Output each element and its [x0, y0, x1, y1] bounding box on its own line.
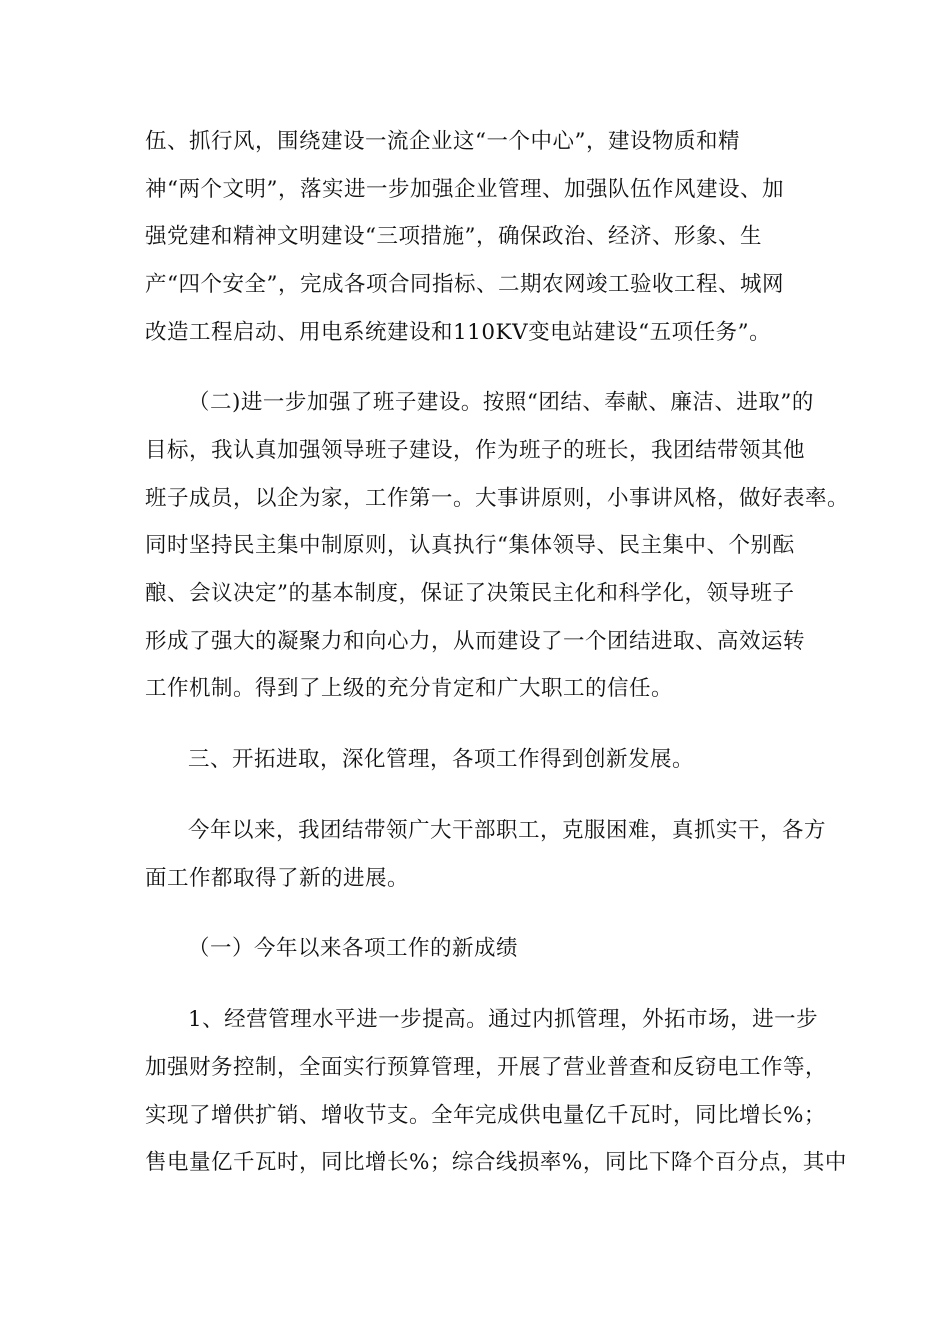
paragraph-6-line-1: 1、经营管理水平进一步提高。通过内抓管理，外拓市场，进一步: [188, 1007, 819, 1032]
paragraph-6-line-2: 加强财务控制，全面实行预算管理，开展了营业普查和反窃电工作等，: [145, 1055, 828, 1080]
paragraph-4-line-2: 面工作都取得了新的进展。: [145, 866, 410, 891]
paragraph-2-line-2: 目标，我认真加强领导班子建设，作为班子的班长，我团结带领其他: [145, 438, 806, 463]
paragraph-2-line-1: （二)进一步加强了班子建设。按照“团结、奉献、廉洁、进取”的: [188, 390, 814, 415]
paragraph-4-line-1: 今年以来，我团结带领广大干部职工，克服困难，真抓实干，各方: [188, 818, 827, 843]
paragraph-1-line-3: 强党建和精神文明建设“三项措施”，确保政治、经济、形象、生: [145, 224, 762, 249]
paragraph-2-line-3: 班子成员，以企为家，工作第一。大事讲原则，小事讲风格，做好表率。: [145, 486, 850, 511]
paragraph-6-line-3: 实现了增供扩销、增收节支。全年完成供电量亿千瓦时，同比增长%；: [145, 1103, 826, 1128]
paragraph-2-line-7: 工作机制。得到了上级的充分肯定和广大职工的信任。: [145, 676, 674, 701]
paragraph-1-line-4: 产“四个安全”，完成各项合同指标、二期农网竣工验收工程、城网: [145, 272, 784, 297]
paragraph-6-line-4: 售电量亿千瓦时，同比增长%；综合线损率%，同比下降个百分点，其中: [145, 1150, 847, 1175]
paragraph-2-line-6: 形成了强大的凝聚力和向心力，从而建设了一个团结进取、高效运转: [145, 629, 806, 654]
section-heading-3: 三、开拓进取，深化管理，各项工作得到创新发展。: [188, 747, 695, 772]
paragraph-2-line-5: 酿、会议决定”的基本制度，保证了决策民主化和科学化，领导班子: [145, 581, 795, 606]
subheading-1: （一）今年以来各项工作的新成绩: [188, 936, 519, 961]
paragraph-1-line-5: 改造工程启动、用电系统建设和110KV变电站建设“五项任务”。: [145, 320, 772, 345]
paragraph-1-line-1: 伍、抓行风，围绕建设一流企业这“一个中心”，建设物质和精: [145, 129, 740, 154]
paragraph-2-line-4: 同时坚持民主集中制原则，认真执行“集体领导、民主集中、个别酝: [145, 533, 795, 558]
paragraph-1-line-2: 神“两个文明”，落实进一步加强企业管理、加强队伍作风建设、加: [145, 177, 784, 202]
